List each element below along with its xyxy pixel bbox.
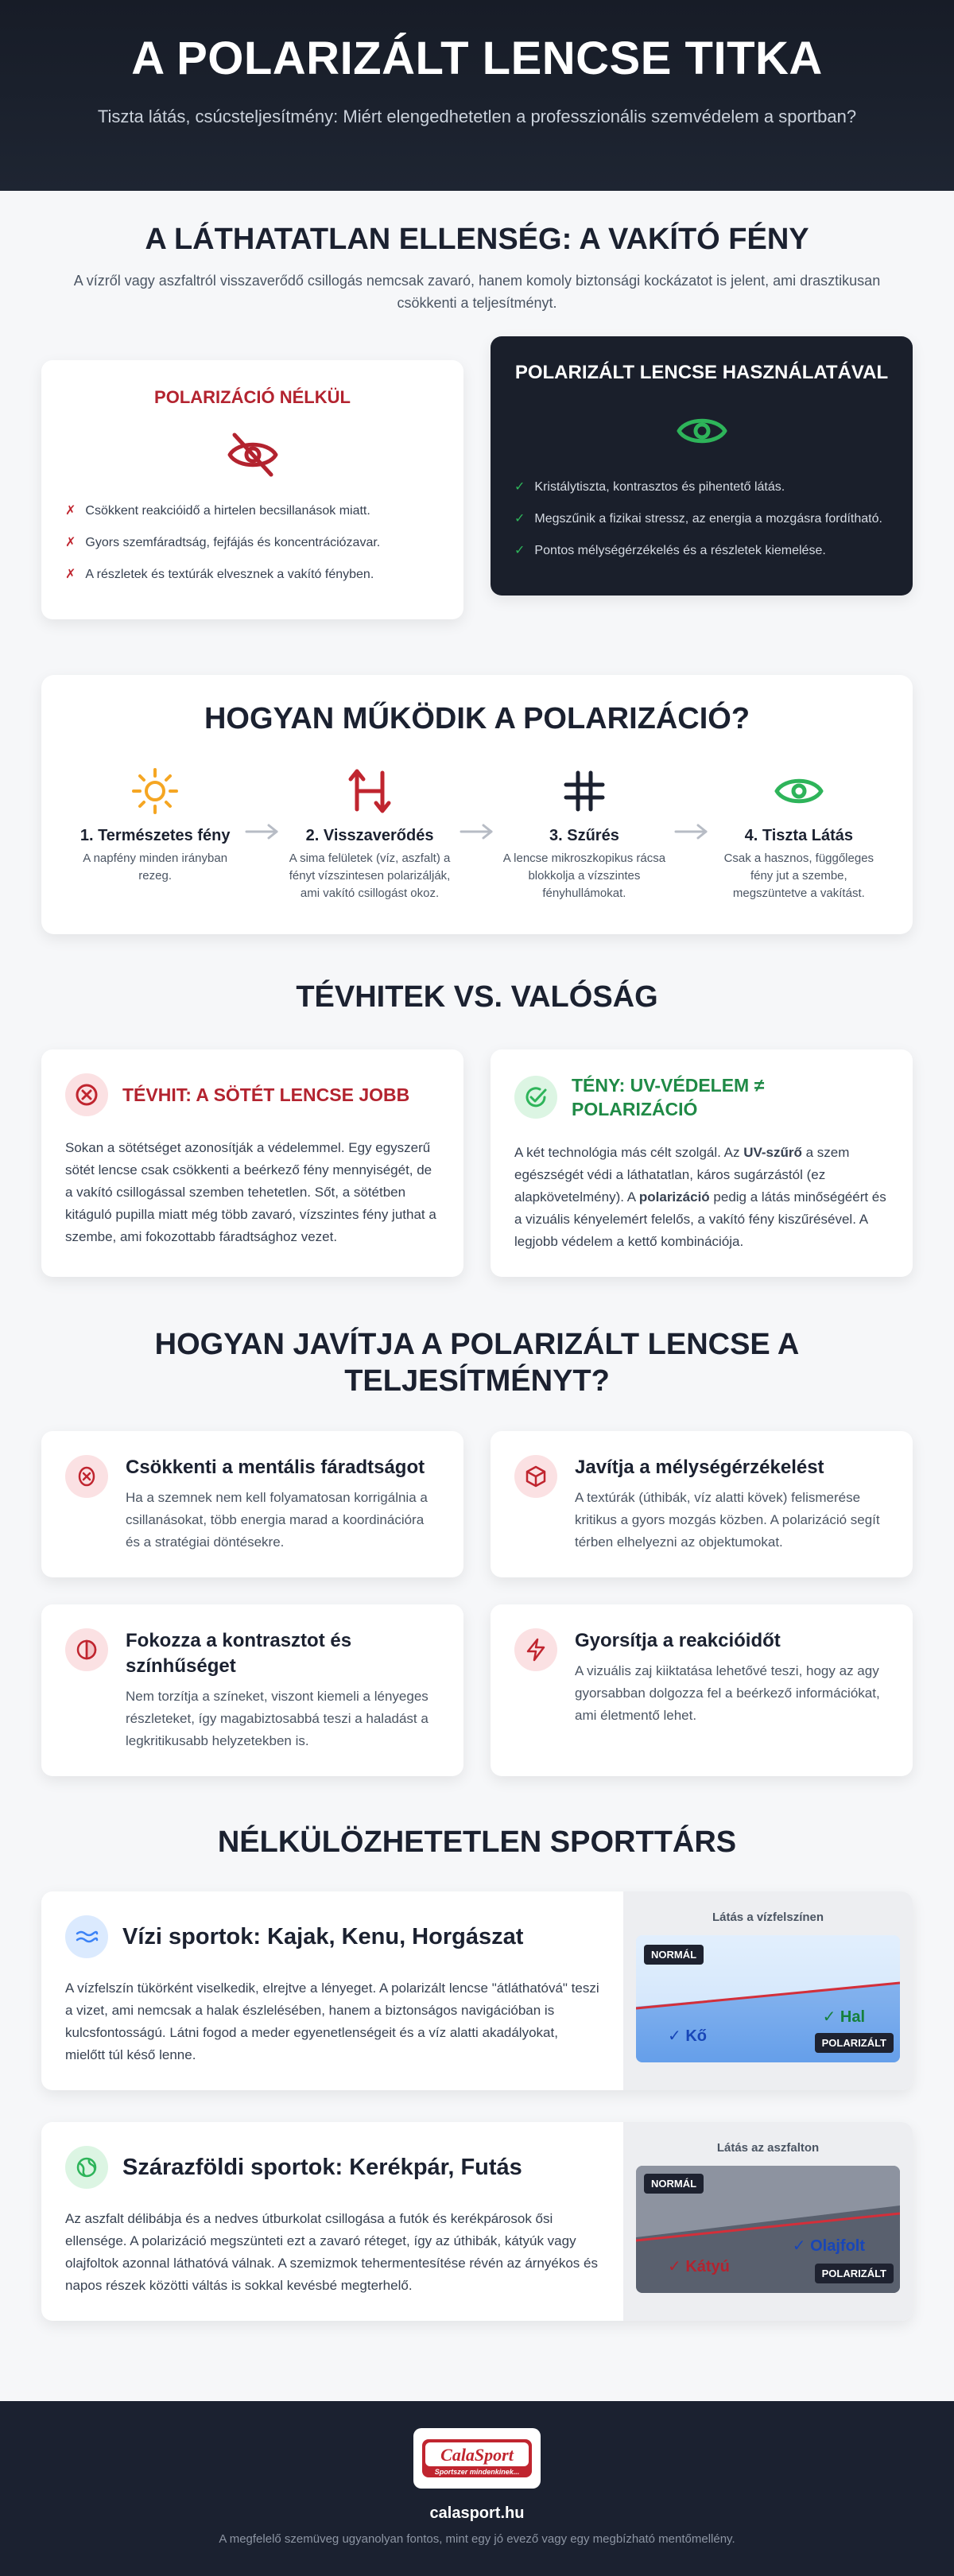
comparison-row: [41, 360, 913, 619]
without-list: [65, 502, 440, 584]
water-desc: A vízfelszín tükörként viselkedik, elrejtve a lényeget. A polarizált lencse "átláthatóvá" teszi a vizet, ami nemcsak a halak észlelésében, hanem a biztonságos navigációban is kulcsfontosságú. Látni fogod a meder egyenetlenségeit és a víz alatti akadályokat, mielőtt túl késő lenne.: [65, 1980, 599, 2062]
filter-grid-icon: [498, 763, 671, 819]
myth-text: Sokan a sötétséget azonosítják a védelemmel. Egy egyszerű sötét lencse csak csökkenti a beérkező fény mennyiségét, de a vakító csillogással szemben tehetetlen. Sőt, a sötétben kitáguló pupilla miatt még több zavaró, vízszintes fény juthat a szembe, ami fokozottabb fáradtsághoz vezet.: [65, 1140, 436, 1244]
water-visual: Látás a vízfelszínen NORMÁL ✓ Hal ✓ Kő POLARIZÁLT: [623, 1891, 913, 2090]
myths-row: [41, 1049, 913, 1277]
lightning-icon: [514, 1628, 557, 1671]
fact-title: TÉNY: UV-VÉDELEM ≠ POLARIZÁCIÓ: [572, 1075, 765, 1119]
steps-row: [68, 763, 886, 902]
eye-icon: [514, 405, 889, 457]
sports-title: NÉLKÜLÖZHETETLEN SPORTTÁRS: [217, 1825, 737, 1859]
eye-icon: [712, 763, 886, 819]
site-link[interactable]: calasport.hu: [429, 2504, 525, 2522]
fact-card: [491, 1049, 913, 1277]
brain-icon: [65, 1455, 108, 1498]
reflection-icon: [283, 763, 456, 819]
globe-icon: [65, 2146, 108, 2189]
wave-icon: [65, 1915, 108, 1958]
water-comparison-image: NORMÁL ✓ Hal ✓ Kő POLARIZÁLT: [636, 1935, 900, 2062]
svg-text:CalaSport: CalaSport: [440, 2445, 514, 2465]
cross-circle-icon: [65, 1073, 108, 1116]
benefit-card: Fokozza a kontrasztot és színhűséget Nem torzítja a színeket, viszont kiemeli a lényeges részleteket, így magabiztosabbá teszi a haladást a legkritikusabb helyzetekben is.: [41, 1604, 463, 1776]
check-icon: ✓: [514, 480, 525, 494]
footer-note: A megfelelő szemüveg ugyanolyan fontos, mint egy jó evező vagy egy megbízható mentőmellény.: [219, 2532, 735, 2546]
cross-icon: ✗: [65, 568, 76, 581]
cube-icon: [514, 1455, 557, 1498]
land-title: Szárazföldi sportok: Kerékpár, Futás: [122, 2154, 522, 2180]
step-clear-vision: 4. Tiszta Látás Csak a hasznos, függőleges fény jut a szembe, megszüntetve a vakítást.: [712, 763, 886, 902]
arrow-right-icon: [456, 763, 498, 840]
check-circle-icon: [514, 1076, 557, 1119]
contrast-icon: [65, 1628, 108, 1671]
enemy-intro: A vízről vagy aszfaltról visszaverődő csillogás nemcsak zavaró, hanem komoly biztonsági kockázatot is jelent, ami drasztikusan csökkenti a teljesítményt.: [73, 273, 881, 311]
water-title: Vízi sportok: Kajak, Kenu, Horgászat: [122, 1923, 524, 1949]
svg-text:Sportszer mindenkinek...: Sportszer mindenkinek...: [434, 2468, 520, 2476]
water-sports-card: [41, 1891, 913, 2090]
page-title: A POLARIZÁLT LENCSE TITKA: [131, 33, 823, 84]
list-item: ✓ Megszűnik a fizikai stressz, az energia a mozgásra fordítható.: [514, 510, 889, 529]
land-visual: Látás az aszfalton NORMÁL ✓ Olajfolt ✓ Kátyú POLARIZÁLT: [623, 2122, 913, 2321]
benefit-card: Csökkenti a mentális fáradtságot Ha a szemnek nem kell folyamatosan korrigálnia a csillanásokat, több energia marad a koordinációra és a stratégiai döntésekre.: [41, 1431, 463, 1577]
land-desc: Az aszfalt délibábja és a nedves útburkolat csillogása a futók és kerékpárosok ősi ellensége. A polarizáció megszünteti ezt a zavaró réteget, így az úthibák, kátyúk vagy olajfoltok azonnal láthatóvá válnak. A szemizmok tehermentesítése révén az árnyékos és napos részek közötti váltás is sokkal kevésbé megterhelő.: [65, 2211, 598, 2293]
benefit-card: Javítja a mélységérzékelést A textúrák (úthibák, víz alatti kövek) felismerése kritikus a gyors mozgás közben. A polarizáció segít térben elhelyezni az objektumokat.: [491, 1431, 913, 1577]
benefit-card: Gyorsítja a reakcióidőt A vizuális zaj kiiktatása lehetővé teszi, hogy az agy gyorsabban dolgozza fel a beérkező információkat, ami életmentő lehet.: [491, 1604, 913, 1776]
cross-icon: ✗: [65, 536, 76, 549]
benefits-grid: [41, 1431, 913, 1776]
myth-title: TÉVHIT: A SÖTÉT LENCSE JOBB: [122, 1084, 410, 1105]
cross-icon: ✗: [65, 504, 76, 518]
main-content: [0, 191, 954, 2401]
arrow-right-icon: [242, 763, 283, 840]
myth-card: [41, 1049, 463, 1277]
step-natural-light: 1. Természetes fény A napfény minden irányban rezeg.: [68, 763, 242, 885]
step-filtering: 3. Szűrés A lencse mikroszkopikus rácsa blokkolja a vízszintes fényhullámokat.: [498, 763, 671, 902]
myths-title: TÉVHITEK VS. VALÓSÁG: [296, 980, 658, 1014]
step-reflection: 2. Visszaverődés A sima felületek (víz, aszfalt) a fényt vízszintesen polarizálják, ami vakító csillogást okoz.: [283, 763, 456, 902]
sun-icon: [68, 763, 242, 819]
list-item: ✗ Gyors szemfáradtság, fejfájás és koncentrációzavar.: [65, 533, 440, 553]
asphalt-comparison-image: NORMÁL ✓ Olajfolt ✓ Kátyú POLARIZÁLT: [636, 2166, 900, 2293]
how-title: HOGYAN MŰKÖDIK A POLARIZÁCIÓ?: [204, 702, 750, 735]
how-it-works-card: [41, 675, 913, 934]
list-item: ✗ Csökkent reakcióidő a hirtelen becsillanások miatt.: [65, 502, 440, 521]
check-icon: ✓: [514, 512, 525, 526]
check-icon: ✓: [514, 544, 525, 557]
without-polarization-card: [41, 360, 463, 619]
with-polarization-card: [491, 336, 913, 596]
eye-off-icon: [65, 429, 440, 481]
land-sports-card: [41, 2122, 913, 2321]
with-title: POLARIZÁLT LENCSE HASZNÁLATÁVAL: [514, 362, 889, 383]
calasport-logo[interactable]: [413, 2428, 541, 2489]
list-item: ✓ Kristálytiszta, kontrasztos és pihentető látás.: [514, 478, 889, 497]
fact-text: A két technológia más célt szolgál. Az UV-szűrő a szem egészségét védi a láthatatlan, káros sugárzástól (ez alapkövetelmény). A polarizáció pedig a látás minőségéért és a vizuális kényelemért felelős, a vakító fény kiszűrésével. A legjobb védelem a kettő kombinációja.: [514, 1145, 886, 1249]
footer: [0, 2401, 954, 2576]
benefits-title: HOGYAN JAVÍTJA A POLARIZÁLT LENCSE A TELJESÍTMÉNYT?: [154, 1328, 800, 1398]
enemy-title: A LÁTHATATLAN ELLENSÉG: A VAKÍTÓ FÉNY: [145, 223, 809, 256]
list-item: ✗ A részletek és textúrák elvesznek a vakító fényben.: [65, 565, 440, 584]
hero-header: [0, 0, 954, 191]
page-subtitle: Tiszta látás, csúcsteljesítmény: Miért elengedhetetlen a professzionális szemvédelem a sportban?: [97, 107, 857, 126]
arrow-right-icon: [671, 763, 712, 840]
without-title: POLARIZÁCIÓ NÉLKÜL: [154, 387, 351, 407]
with-list: [514, 478, 889, 561]
list-item: ✓ Pontos mélységérzékelés és a részletek kiemelése.: [514, 541, 889, 561]
